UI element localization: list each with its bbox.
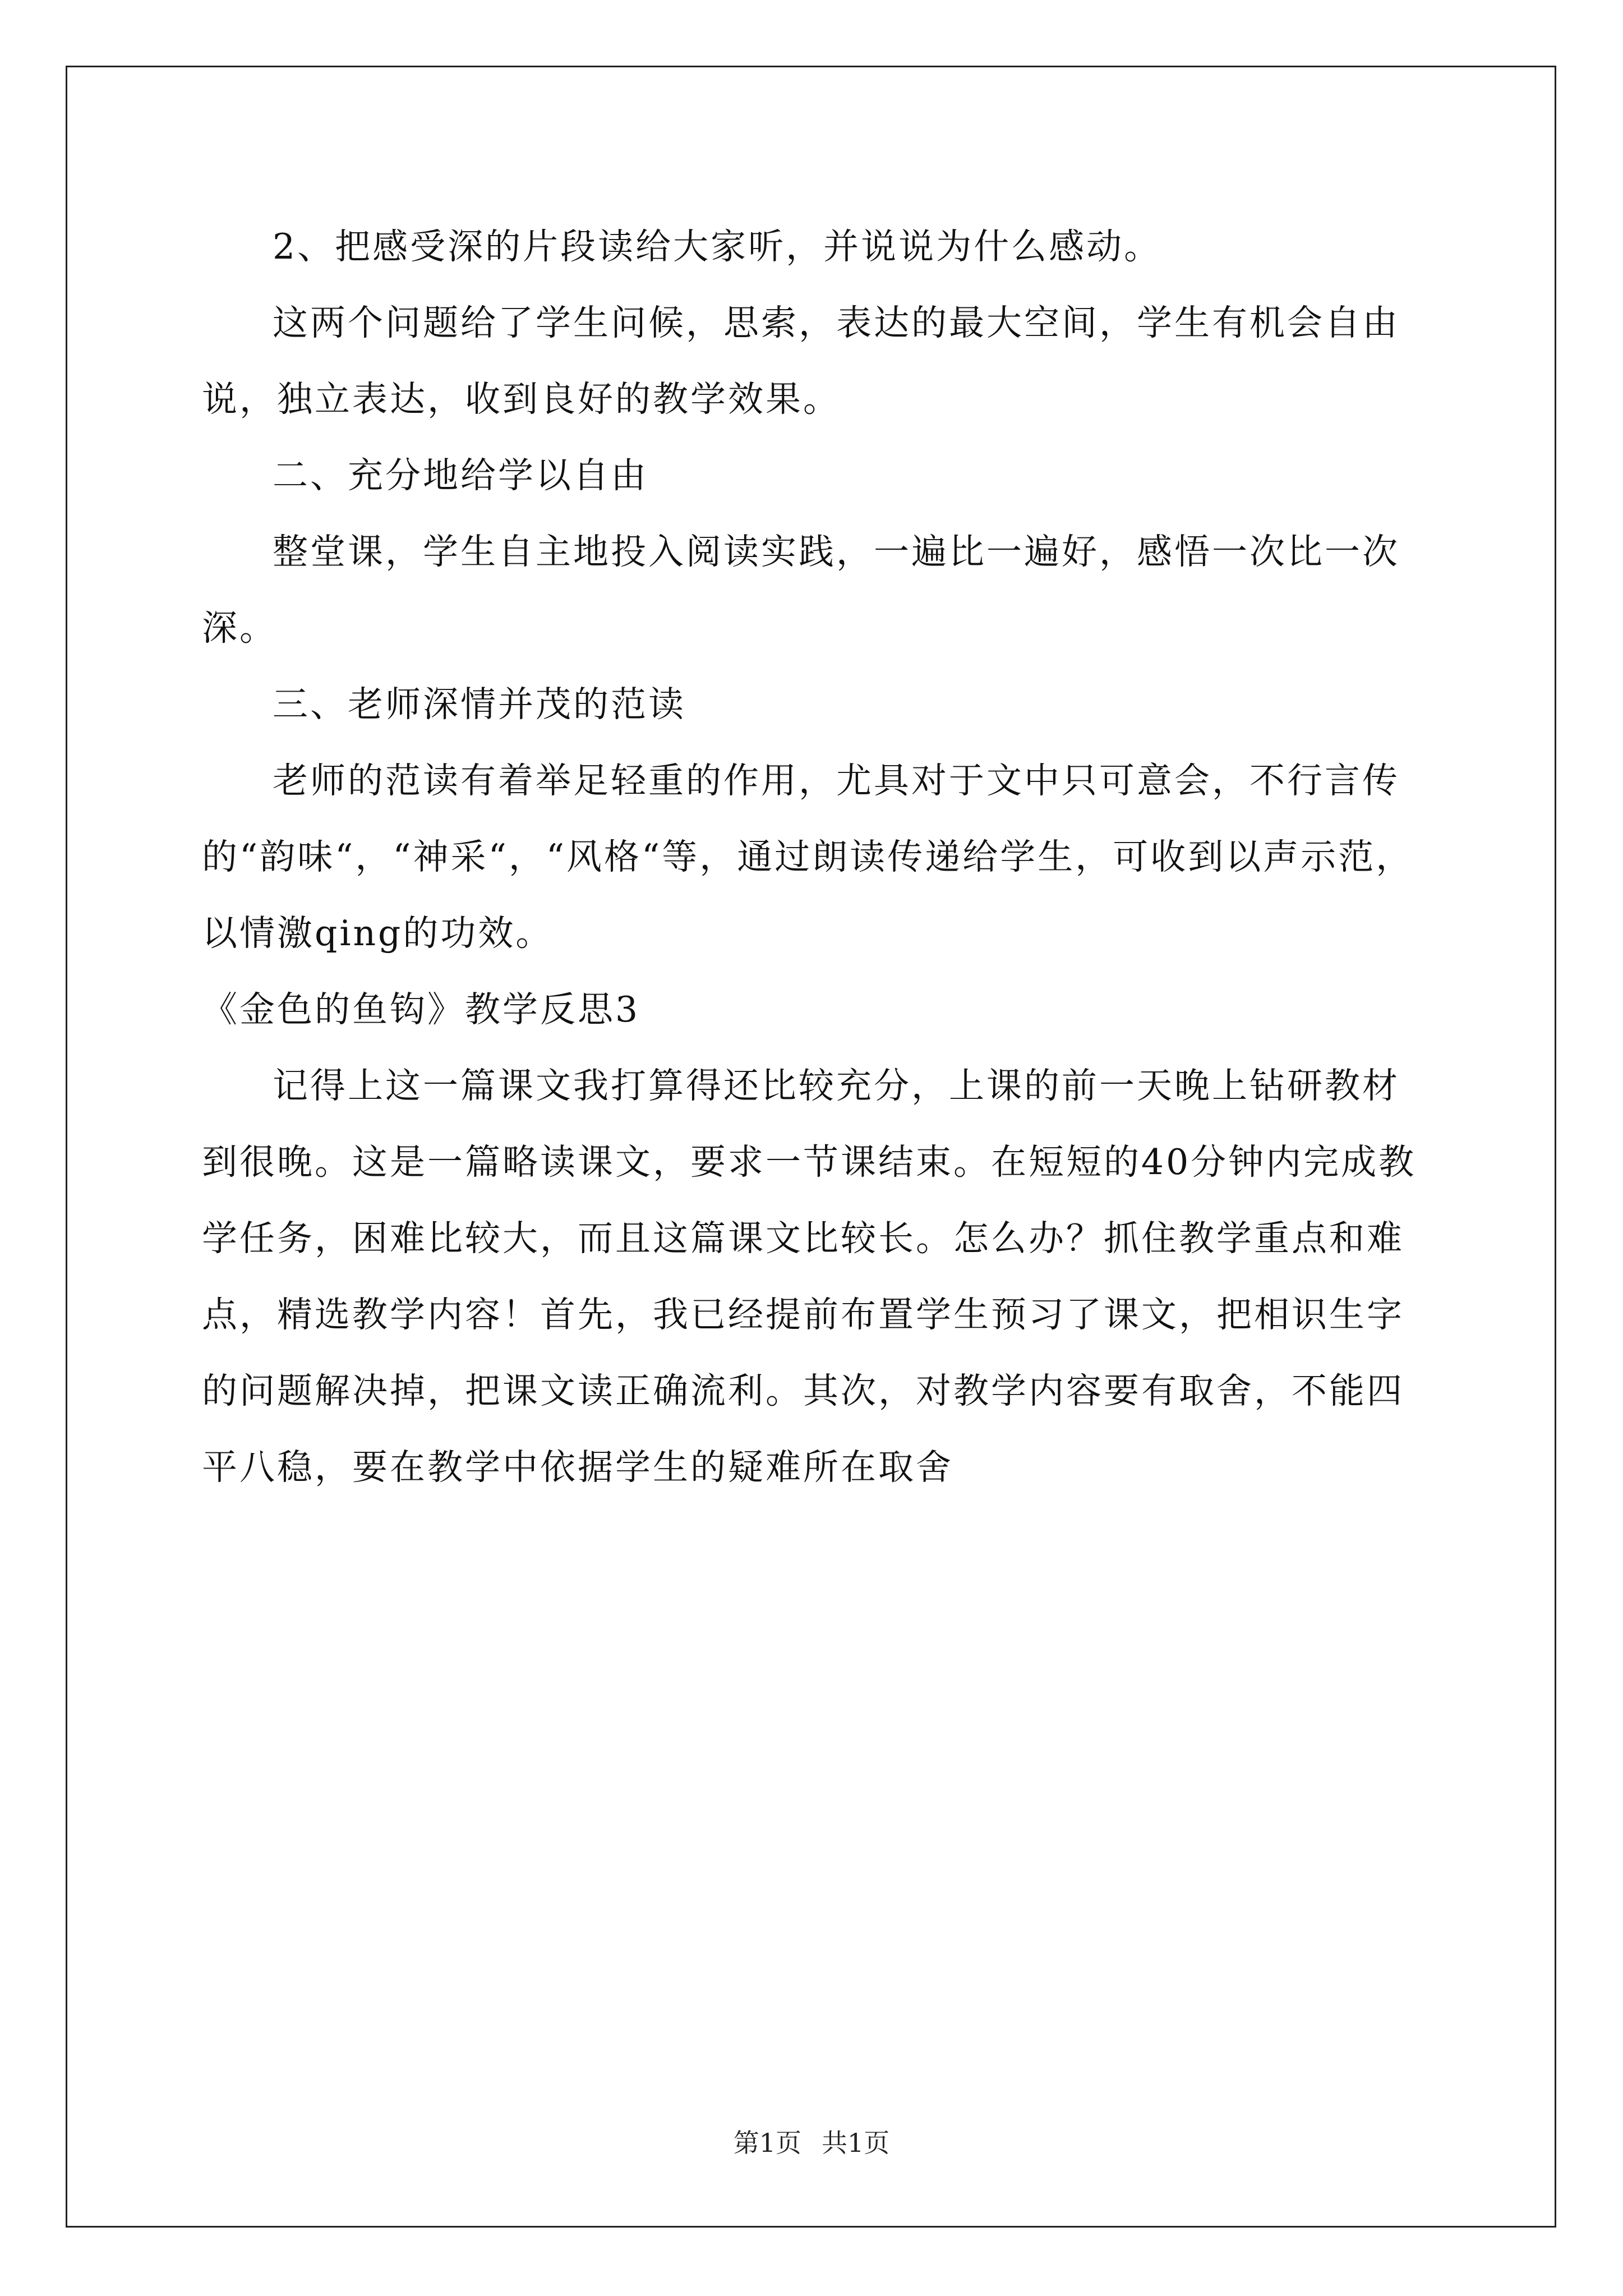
section-heading: 三、老师深情并茂的范读 <box>273 684 686 725</box>
paragraph: 老师的范读有着举足轻重的作用，尤具对于文中只可意会，不行言传的“韵味“，“神采“，“风格“等，通过朗读传递给学生，可收到以声示范，以情激qing的功效。 <box>202 760 1414 954</box>
page-footer <box>0 2126 1623 2160</box>
paragraph: 整堂课，学生自主地投入阅读实践，一遍比一遍好，感悟一次比一次深。 <box>202 531 1400 648</box>
paragraph: 记得上这一篇课文我打算得还比较充分，上课的前一天晚上钻研教材到很晚。这是一篇略读课文，要求一节课结束。在短短的40分钟内完成教学任务，困难比较大，而且这篇课文比较长。怎么办？抓住教学重点和难点，精选教学内容！首先，我已经提前布置学生预习了课文，把相识生字的问题解决掉，把课文读正确流利。其次，对教学内容要有取舍，不能四平八稳，要在教学中依据学生的疑难所在取舍 <box>202 1065 1417 1488</box>
document-body <box>202 209 1424 1506</box>
paragraph: 2、把感受深的片段读给大家听，并说说为什么感动。 <box>273 226 1162 267</box>
article-title: 《金色的鱼钩》教学反思3 <box>202 989 640 1030</box>
paragraph: 这两个问题给了学生问候，思索，表达的最大空间，学生有机会自由说，独立表达，收到良好的教学效果。 <box>202 302 1400 420</box>
page-number: 第1页 <box>733 2128 801 2158</box>
page-total: 共1页 <box>822 2128 890 2158</box>
section-heading: 二、充分地给学以自由 <box>273 455 648 496</box>
